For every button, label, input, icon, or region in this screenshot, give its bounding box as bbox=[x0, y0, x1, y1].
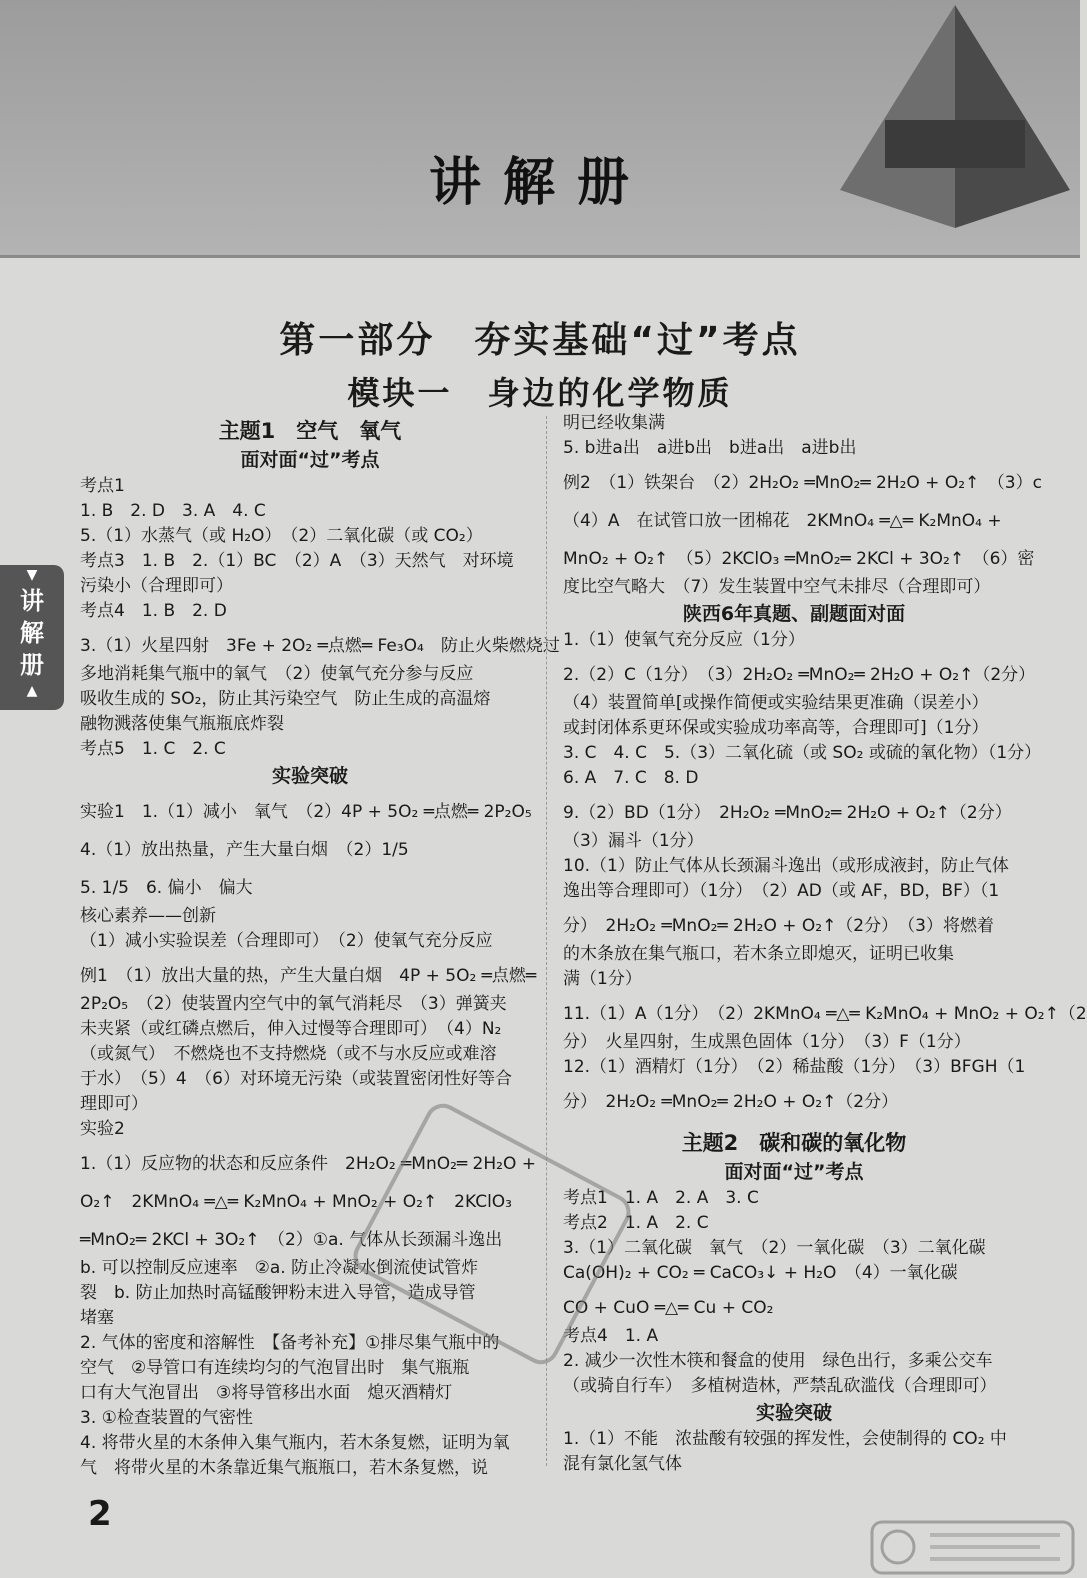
topic-heading: 主题1 空气 氧气 bbox=[218, 419, 402, 443]
answer-line: 满（1分） bbox=[563, 969, 642, 989]
answer-line: （或骑自行车） 多植树造林，严禁乱砍滥伐（合理即可） bbox=[563, 1376, 997, 1396]
answer-line: 1.（1）不能 浓盐酸有较强的挥发性，会使制得的 CO₂ 中 bbox=[563, 1429, 1007, 1449]
answer-line: 3.（1）火星四射 3Fe + 2O₂ ═点燃═ Fe₃O₄ 防止火柴燃烧过 bbox=[80, 636, 560, 656]
answer-line: 于水） （5）4 （6）对环境无污染（或装置密闭性好等合 bbox=[80, 1069, 512, 1089]
answer-line: 1.（1）反应物的状态和反应条件 2H₂O₂ ═MnO₂═ 2H₂O + bbox=[80, 1154, 537, 1174]
right-answer-column bbox=[563, 411, 1087, 1477]
answer-line: 3.（1）二氧化碳 氧气 （2）一氧化碳 （3）二氧化碳 bbox=[563, 1238, 986, 1258]
part-title: 第一部分 夯实基础“过”考点 bbox=[279, 320, 801, 361]
side-tab-char: 讲 bbox=[20, 587, 44, 615]
answer-line: 3. C 4. C 5.（3）二氧化硫（或 SO₂ 或硫的氧化物）（1分） bbox=[563, 743, 1042, 763]
answer-line: 融物溅落使集气瓶瓶底炸裂 bbox=[80, 714, 284, 734]
answer-line: 2. 气体的密度和溶解性 【备考补充】①排尽集气瓶中的 bbox=[80, 1333, 500, 1353]
answer-line: 2.（2）C（1分） （3）2H₂O₂ ═MnO₂═ 2H₂O + O₂↑（2分） bbox=[563, 665, 1036, 685]
answer-line: b. 可以控制反应速率 ②a. 防止冷凝水倒流使试管炸 bbox=[80, 1258, 479, 1278]
answer-line: 逸出等合理即可）（1分） （2）AD（或 AF，BD，BF）（1 bbox=[563, 881, 1000, 901]
section-subheading: 面对面“过”考点 bbox=[724, 1161, 864, 1183]
answer-line: 堵塞 bbox=[80, 1308, 114, 1328]
answer-line: 考点4 1. A bbox=[563, 1326, 659, 1346]
side-tab-booklet bbox=[0, 565, 64, 710]
answer-line: O₂↑ 2KMnO₄ ═△═ K₂MnO₄ + MnO₂ + O₂↑ 2KClO₃ bbox=[80, 1192, 512, 1212]
booklet-title: 讲解册 bbox=[428, 153, 651, 213]
answer-line: 吸收生成的 SO₂，防止其污染空气 防止生成的高温熔 bbox=[80, 689, 491, 709]
answer-line: 考点5 1. C 2. C bbox=[80, 739, 226, 759]
answer-line: 考点1 bbox=[80, 476, 125, 496]
answer-line: 明已经收集满 bbox=[563, 413, 665, 433]
answer-line: 5. b进a出 a进b出 b进a出 a进b出 bbox=[563, 438, 857, 458]
answer-line: 3. ①检查装置的气密性 bbox=[80, 1408, 253, 1428]
answer-line: 6. A 7. C 8. D bbox=[563, 768, 699, 788]
answer-line: 气 将带火星的木条靠近集气瓶瓶口，若木条复燃，说 bbox=[80, 1458, 488, 1478]
side-tab-char: 解 bbox=[20, 619, 44, 647]
answer-line: 11.（1）A（1分） （2）2KMnO₄ ═△═ K₂MnO₄ + MnO₂ + O₂↑（2 bbox=[563, 1004, 1087, 1024]
pyramid-logo bbox=[835, 0, 1075, 230]
side-tab-char: 册 bbox=[20, 651, 44, 679]
answer-line: 5. 1/5 6. 偏小 偏大 bbox=[80, 878, 253, 898]
section-subheading: 陕西6年真题、副题面对面 bbox=[682, 603, 906, 625]
answer-line: 实验1 1.（1）减小 氧气 （2）4P + 5O₂ ═点燃═ 2P₂O₅ bbox=[80, 802, 532, 822]
chevron-up-icon: ▲ bbox=[26, 683, 38, 699]
answer-line: 1.（1）使氧气充分反应（1分） bbox=[563, 630, 805, 650]
answer-line: 理即可） bbox=[80, 1094, 148, 1114]
page-number: 2 bbox=[88, 1494, 112, 1534]
answer-line: 考点3 1. B 2.（1）BC （2）A （3）天然气 对环境 bbox=[80, 551, 514, 571]
answer-line: 2P₂O₅ （2）使装置内空气中的氧气消耗尽 （3）弹簧夹 bbox=[80, 994, 507, 1014]
chevron-down-icon: ▼ bbox=[26, 567, 38, 583]
section-subheading: 面对面“过”考点 bbox=[240, 449, 380, 471]
answer-line: 实验2 bbox=[80, 1119, 125, 1139]
answer-line: ═MnO₂═ 2KCl + 3O₂↑ （2）①a. 气体从长颈漏斗逸出 bbox=[80, 1230, 503, 1250]
header-banner bbox=[0, 0, 1080, 258]
answer-line: CO + CuO ═△═ Cu + CO₂ bbox=[563, 1298, 774, 1318]
answer-line: 度比空气略大 （7）发生装置中空气未排尽（合理即可） bbox=[563, 577, 991, 597]
answer-line: 或封闭体系更环保或实验成功率高等，合理即可]（1分） bbox=[563, 718, 989, 738]
section-subheading: 实验突破 bbox=[755, 1402, 832, 1424]
module-title: 模块一 身边的化学物质 bbox=[347, 374, 733, 412]
answer-line: MnO₂ + O₂↑ （5）2KClO₃ ═MnO₂═ 2KCl + 3O₂↑ （6）密 bbox=[563, 549, 1035, 569]
answer-line: 分） 2H₂O₂ ═MnO₂═ 2H₂O + O₂↑（2分） （3）将燃着 bbox=[563, 916, 994, 936]
answer-line: 分） 2H₂O₂ ═MnO₂═ 2H₂O + O₂↑（2分） bbox=[563, 1092, 899, 1112]
topic-heading: 主题2 碳和碳的氧化物 bbox=[681, 1131, 907, 1155]
answer-line: 口有大气泡冒出 ③将导管移出水面 熄灭酒精灯 bbox=[80, 1383, 453, 1403]
answer-line: 空气 ②导管口有连续均匀的气泡冒出时 集气瓶瓶 bbox=[80, 1358, 470, 1378]
answer-line: 考点1 1. A 2. A 3. C bbox=[563, 1188, 759, 1208]
answer-line: （1）减小实验误差（合理即可） （2）使氧气充分反应 bbox=[80, 931, 493, 951]
section-subheading: 实验突破 bbox=[271, 765, 348, 787]
answer-line: 10.（1）防止气体从长颈漏斗逸出（或形成液封，防止气体 bbox=[563, 856, 1009, 876]
answer-line: 分） 火星四射，生成黑色固体（1分） （3）F（1分） bbox=[563, 1032, 971, 1052]
answer-line: 5.（1）水蒸气（或 H₂O） （2）二氧化碳（或 CO₂） bbox=[80, 526, 483, 546]
answer-line: 1. B 2. D 3. A 4. C bbox=[80, 501, 266, 521]
answer-line: （或氮气） 不燃烧也不支持燃烧（或不与水反应或难溶 bbox=[80, 1044, 497, 1064]
answer-line: 例2 （1）铁架台 （2）2H₂O₂ ═MnO₂═ 2H₂O + O₂↑ （3）c bbox=[563, 473, 1042, 493]
answer-line: 考点2 1. A 2. C bbox=[563, 1213, 709, 1233]
answer-line: 混有氯化氢气体 bbox=[563, 1454, 682, 1474]
site-watermark-logo bbox=[870, 1520, 1075, 1575]
spacer bbox=[563, 1118, 1025, 1128]
answer-line: 考点4 1. B 2. D bbox=[80, 601, 227, 621]
answer-line: 污染小（合理即可） bbox=[80, 576, 233, 596]
answer-line: 9.（2）BD（1分） 2H₂O₂ ═MnO₂═ 2H₂O + O₂↑（2分） bbox=[563, 803, 1012, 823]
answer-line: （3）漏斗（1分） bbox=[563, 831, 704, 851]
answer-line: 未夹紧（或红磷点燃后，伸入过慢等合理即可） （4）N₂ bbox=[80, 1019, 502, 1039]
answer-line: 核心素养——创新 bbox=[80, 906, 216, 926]
answer-line: 例1 （1）放出大量的热，产生大量白烟 4P + 5O₂ ═点燃═ bbox=[80, 966, 537, 986]
answer-line: 多地消耗集气瓶中的氧气 （2）使氧气充分参与反应 bbox=[80, 664, 474, 684]
answer-line: 12.（1）酒精灯（1分） （2）稀盐酸（1分） （3）BFGH（1 bbox=[563, 1057, 1026, 1077]
answer-line: 裂 b. 防止加热时高锰酸钾粉末进入导管，造成导管 bbox=[80, 1283, 476, 1303]
answer-line: （4）装置简单[或操作简便或实验结果更准确（误差小） bbox=[563, 693, 989, 713]
answer-line: 的木条放在集气瓶口，若木条立即熄灭，证明已收集 bbox=[563, 944, 954, 964]
answer-line: （4）A 在试管口放一团棉花 2KMnO₄ ═△═ K₂MnO₄ + bbox=[563, 511, 1002, 531]
answer-line: 4.（1）放出热量，产生大量白烟 （2）1/5 bbox=[80, 840, 409, 860]
answer-line: 2. 减少一次性木筷和餐盒的使用 绿色出行，多乘公交车 bbox=[563, 1351, 993, 1371]
answer-line: Ca(OH)₂ + CO₂ ═ CaCO₃↓ + H₂O （4）一氧化碳 bbox=[563, 1263, 958, 1283]
answer-line: 4. 将带火星的木条伸入集气瓶内，若木条复燃，证明为氧 bbox=[80, 1433, 510, 1453]
